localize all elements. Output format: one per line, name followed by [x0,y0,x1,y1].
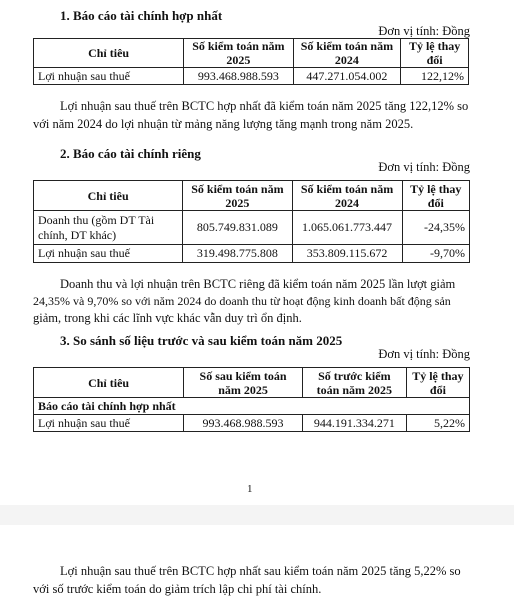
col-header-audited-2024: Số kiểm toán năm 2024 [292,181,402,211]
section-2-heading: 2. Báo cáo tài chính riêng [60,146,201,161]
table-pre-post-audit [33,367,470,432]
page-break [0,505,514,525]
section-2-unit: Đơn vị tính: Đồng [378,160,470,174]
col-header-pre-audit-2025: Số trước kiểm toán năm 2025 [302,368,406,398]
next-page-para-line-1: Lợi nhuận sau thuế trên BCTC hợp nhất sau kiểm toán năm 2025 tăng 5,22% so [60,564,461,578]
section-2-para-line-2: 24,35% và 9,70% so với năm 2024 do doanh thu từ hoạt động kinh doanh bất động sản [33,294,451,308]
col-header-change-rate: Tỷ lệ thay đổi [406,368,469,398]
table-separate [33,180,470,263]
row-value-2025: 993.468.988.593 [184,68,293,85]
section-1-para-line-1: Lợi nhuận sau thuế trên BCTC hợp nhất đã kiểm toán năm 2025 tăng 122,12% so [60,99,469,113]
row-change-rate: -24,35% [402,211,469,245]
row-label: Lợi nhuận sau thuế [34,245,183,263]
row-change-rate: -9,70% [402,245,469,263]
col-header-change-rate: Tỷ lệ thay đổi [401,39,469,68]
section-1-unit: Đơn vị tính: Đồng [378,24,470,38]
table-group-row [34,398,470,415]
col-header-indicator: Chỉ tiêu [34,39,184,68]
section-1-para-line-2: với năm 2024 do lợi nhuận từ mảng năng lượng tăng mạnh trong năm 2025. [33,117,414,131]
row-value-2024: 447.271.054.002 [293,68,401,85]
table-row [34,211,470,245]
row-value-2024: 1.065.061.773.447 [292,211,402,245]
col-header-audited-2025: Số kiểm toán năm 2025 [183,181,292,211]
table-row [34,245,470,263]
row-value-2025: 319.498.775.808 [183,245,292,263]
col-header-change-rate: Tỷ lệ thay đổi [402,181,469,211]
row-value-post-audit: 993.468.988.593 [184,415,303,432]
row-label: Doanh thu (gồm DT Tài chính, DT khác) [34,211,183,245]
section-2-para-line-1: Doanh thu và lợi nhuận trên BCTC riêng đã kiểm toán năm 2025 lần lượt giảm [60,277,456,291]
col-header-post-audit-2025: Số sau kiểm toán năm 2025 [184,368,303,398]
section-1-heading: 1. Báo cáo tài chính hợp nhất [60,8,223,23]
group-row-label: Báo cáo tài chính hợp nhất [34,398,470,415]
row-value-pre-audit: 944.191.334.271 [302,415,406,432]
table-row [34,68,469,85]
section-2-para-line-3: giảm, trong khi các lĩnh vực khác vẫn duy trì ổn định. [33,311,302,325]
table-row [34,415,470,432]
row-change-rate: 5,22% [406,415,469,432]
row-label: Lợi nhuận sau thuế [34,68,184,85]
next-page-para-line-2: với số trước kiểm toán do giảm trích lập chi phí tài chính. [33,582,322,596]
section-3-unit: Đơn vị tính: Đồng [378,347,470,361]
table-consolidated [33,38,469,85]
col-header-indicator: Chỉ tiêu [34,181,183,211]
section-3-heading: 3. So sánh số liệu trước và sau kiểm toán năm 2025 [60,333,343,348]
page-number: 1 [247,483,253,495]
row-value-2024: 353.809.115.672 [292,245,402,263]
col-header-indicator: Chỉ tiêu [34,368,184,398]
col-header-audited-2024: Số kiểm toán năm 2024 [293,39,401,68]
row-label: Lợi nhuận sau thuế [34,415,184,432]
row-value-2025: 805.749.831.089 [183,211,292,245]
row-change-rate: 122,12% [401,68,469,85]
col-header-audited-2025: Số kiểm toán năm 2025 [184,39,293,68]
